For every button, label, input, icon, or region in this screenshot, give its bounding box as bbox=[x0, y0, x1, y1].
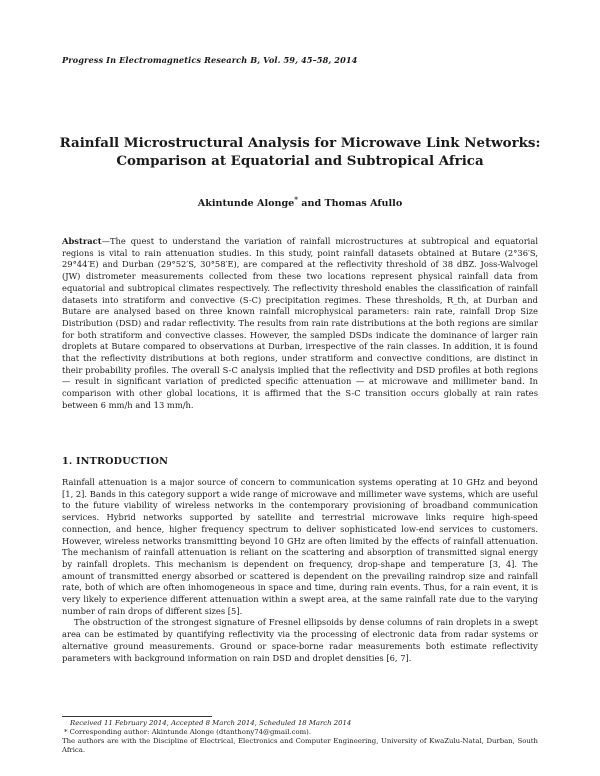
corresponding-author-mark: * bbox=[294, 195, 298, 204]
other-authors: and Thomas Afullo bbox=[297, 198, 403, 210]
footnotes bbox=[62, 719, 538, 755]
paragraph-1: Rainfall attenuation is a major source of concern to communication systems operating at 10 GHz and beyond [1, 2]. Bands in this category support a wide range of microwave and millimeter wave systems, which are useful to the future viability of wireless networks in the contemporary provisioning of broadband communication services. Hybrid networks supported by satellite and terrestrial microwave links require high-speed connection, and hence, higher frequency spectrum to deliver sophisticated low-end services to customers. However, wireless networks transmitting beyond 10 GHz are often limited by the effects of rainfall attenuation. The mechanism of rainfall attenuation is reliant on the scattering and absorption of transmitted signal energy by rainfall droplets. This mechanism is dependent on frequency, drop-shape and temperature [3, 4]. The amount of transmitted energy absorbed or scattered is dependent on the prevailing raindrop size and rainfall rate, both of which are often inhomogeneous in space and time, during rain events. Thus, for a rain event, it is very likely to experience different attenuation within a swept area, at the same rainfall rate due to the varying number of rain drops of different sizes [5]. bbox=[62, 477, 538, 616]
abstract-label: Abstract bbox=[62, 236, 102, 246]
abstract-text: The quest to understand the variation of rainfall microstructures at subtropical and equatorial regions is vital to rain attenuation studies. In this study, point rainfall datasets obtained at Butare (2°36′S, 29°44′E) and Durban (29°52′S, 30°58′E), are compared at the reflectivity threshold of 38 dBZ. Joss-Walvogel (JW) distrometer measurements collected from these two locations represent physical rainfall data from equatorial and subtropical climates respectively. The reflectivity threshold enables the classification of rainfall datasets into stratiform and convective (S-C) precipitation regimes. These thresholds, R_th, at Durban and Butare are analysed based on three known rainfall microphysical parameters: rain rate, rainfall Drop Size Distribution (DSD) and radar reflectivity. The results from rain rate distributions at the both regions are similar for both stratiform and convective classes. However, the sampled DSDs indicate the dominance of larger rain droplets at Butare compared to observations at Durban, irrespective of the rain classes. In addition, it is found that the reflectivity distributions at both regions, under stratiform and convective conditions, are distinct in their probability profiles. The overall S-C analysis implied that the reflectivity and DSD profiles at both regions — result in significant variation of predicted specific attenuation — at microwave and millimeter band. In comparison with other global locations, it is affirmed that the S-C transition occurs globally at rain rates between 6 mm/h and 13 mm/h. bbox=[62, 236, 538, 410]
author-line bbox=[40, 195, 560, 209]
received-dates: Received 11 February 2014, Accepted 8 March 2014, Scheduled 18 March 2014 bbox=[70, 719, 352, 727]
paragraph-2: The obstruction of the strongest signature of Fresnel ellipsoids by dense columns of rain droplets in a swept area can be estimated by quantifying reflectivity via the processing of electronic data from radar systems or alternative ground measurements. Ground or space-borne radar measurements both estimate reflectivity parameters with background information on rain DSD and droplet densities [6, 7]. bbox=[62, 617, 538, 663]
paper-title bbox=[40, 134, 560, 170]
footnote-rule bbox=[62, 716, 212, 717]
section-body bbox=[62, 477, 538, 664]
first-author: Akintunde Alonge bbox=[197, 198, 295, 210]
affiliation-note: The authors are with the Discipline of Electrical, Electronics and Computer Engineering, University of KwaZulu-Natal, Durban, South Africa. bbox=[62, 737, 538, 755]
abstract bbox=[62, 236, 538, 412]
corresponding-author-note: * Corresponding author: Akintunde Alonge (dtanthony74@gmail.com). bbox=[64, 728, 312, 737]
title-line-2: Comparison at Equatorial and Subtropical Africa bbox=[116, 153, 484, 169]
abstract-dash: — bbox=[101, 236, 110, 246]
title-line-1: Rainfall Microstructural Analysis for Microwave Link Networks: bbox=[59, 135, 541, 151]
journal-header: Progress In Electromagnetics Research B, Vol. 59, 45–58, 2014 bbox=[62, 55, 358, 65]
section-heading: 1. INTRODUCTION bbox=[62, 456, 169, 467]
